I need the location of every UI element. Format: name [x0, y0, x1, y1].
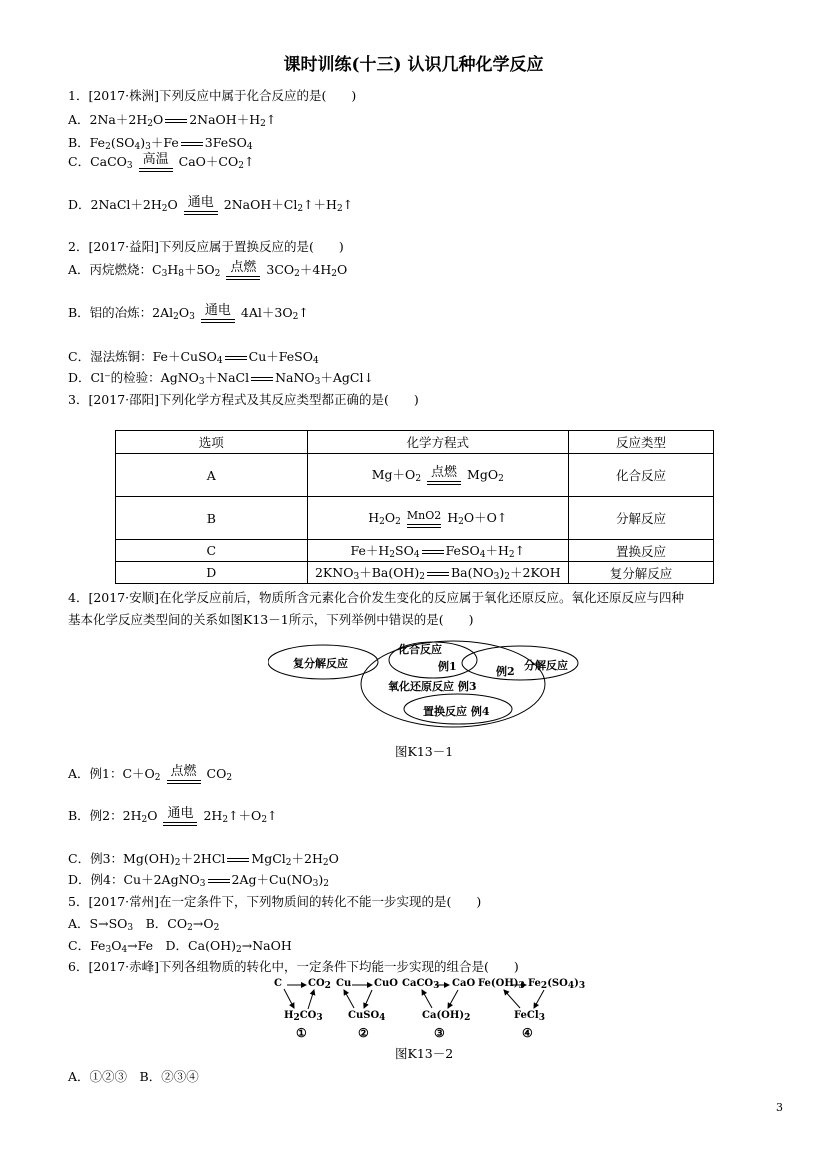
formula: $CO_2$: [308, 978, 331, 991]
formula: $H_2CO_3$: [284, 1010, 323, 1023]
table-row: C $Fe+H_2SO_4$ $FeSO_4+H_2↑$ 置换反应: [116, 540, 714, 562]
group-number: ③: [434, 1026, 445, 1040]
formula: CuO: [374, 978, 398, 989]
q6-stem: 6．[2017·赤峰]下列各组物质的转化中，一定条件下均能一步实现的组合是( ): [68, 959, 519, 974]
formula: $Fe(OH)_3$: [478, 978, 525, 991]
q2-stem: 2．[2017·益阳]下列反应属于置换反应的是( ): [68, 239, 344, 254]
q1-option-b: B．$Fe_2(SO_4)_3+Fe$ 3FeSO$_4$: [68, 135, 253, 152]
label-displacement: 置换反应 例4: [423, 705, 490, 718]
table-header: 化学方程式: [307, 431, 568, 454]
formula: $Ca(OH)_2$: [422, 1010, 471, 1023]
q1-option-c: C．CaCO$_3$ 高温 $CaO+CO_2↑$: [68, 152, 255, 171]
formula: CuSO$_4$: [348, 1010, 386, 1023]
table-header: 反应类型: [569, 431, 714, 454]
table-row: B $H_2O_2$ MnO2 $H_2O+O↑$ 分解反应: [116, 497, 714, 540]
q5-options-ab: A．$S\to SO_3$ B．$CO_2\to O_2$: [68, 916, 220, 933]
label-combination: 化合反应: [398, 643, 442, 656]
q4-stem-line1: 4．[2017·安顺]在化学反应前后，物质所含元素化合价发生变化的反应属于氧化还原反应。氧化还原反应与四种: [68, 590, 684, 605]
formula: FeCl$_3$: [514, 1010, 545, 1023]
formula: CaO: [452, 978, 476, 989]
group-number: ④: [522, 1026, 533, 1040]
q1-option-d: D．$2NaCl+2H_2O$ 通电 $2NaOH+Cl_2↑+H_2↑$: [68, 195, 354, 214]
q1-stem: 1．[2017·株洲]下列反应中属于化合反应的是( ): [68, 88, 357, 103]
label-redox: 氧化还原反应 例3: [388, 680, 477, 693]
q3-table: [115, 430, 714, 584]
q1-option-a: A．$2Na+2H_2O$ $2NaOH+H_2↑$: [68, 112, 277, 129]
q5-stem: 5．[2017·常州]在一定条件下，下列物质间的转化不能一步实现的是( ): [68, 894, 482, 909]
q2-option-a: A．丙烷燃烧：$C_3H_8+5O_2$ 点燃 $3CO_2+4H_2O$: [68, 260, 348, 279]
formula: $Fe_2(SO_4)_3$: [528, 978, 586, 991]
q4-option-a: A．例1：$C+O_2$ 点燃 $CO_2$: [68, 764, 233, 783]
conversion-diagram: [272, 975, 592, 1043]
q5-options-cd: C．$Fe_3O_4\to Fe$ D．$Ca(OH)_2\to NaOH$: [68, 938, 292, 955]
q2-option-b: B．铝的冶炼：$2Al_2O_3$ 通电 $4Al+3O_2↑$: [68, 303, 309, 322]
page-number: 3: [776, 1101, 783, 1114]
figure-caption-k13-1: 图K13－1: [395, 744, 454, 759]
table-header: 选项: [116, 431, 308, 454]
q4-option-b: B．例2：$2H_2O$ 通电 $2H_2↑+O_2↑$: [68, 806, 278, 825]
label-double-decomposition: 复分解反应: [293, 657, 348, 670]
group-number: ②: [358, 1026, 369, 1040]
formula: Cu: [336, 978, 352, 989]
group-number: ①: [296, 1026, 307, 1040]
q4-option-c: C．例3：$Mg(OH)_2+2HCl$ $MgCl_2+2H_2O$: [68, 851, 339, 868]
table-row: A $Mg+O_2$ 点燃 MgO$_2$ 化合反应: [116, 454, 714, 497]
reaction-relationship-diagram: [268, 636, 588, 736]
table-row: D $2KNO_3+Ba(OH)_2$ $Ba(NO_3)_2+2KOH$ 复分解反应: [116, 562, 714, 584]
formula: CaCO$_3$: [402, 978, 440, 991]
page-title: 课时训练(十三) 认识几种化学反应: [283, 55, 544, 75]
label-decomposition: 分解反应: [524, 659, 568, 672]
q4-stem-line2: 基本化学反应类型间的关系如图K13－1所示，下列举例中错误的是( ): [68, 612, 474, 627]
figure-caption-k13-2: 图K13－2: [395, 1046, 454, 1061]
q2-option-d: D．Cl⁻的检验：AgNO$_3$＋NaCl NaNO$_3$＋AgCl↓: [68, 370, 374, 387]
formula: C: [274, 978, 282, 989]
q2-option-c: C．湿法炼铜：Fe＋CuSO$_4$ Cu＋FeSO$_4$: [68, 349, 319, 366]
label-example-1: 例1: [438, 660, 457, 673]
label-example-2: 例2: [496, 665, 515, 678]
q3-stem: 3．[2017·邵阳]下列化学方程式及其反应类型都正确的是( ): [68, 392, 419, 407]
q4-option-d: D．例4：Cu＋2AgNO$_3$ $2Ag+Cu(NO_3)_2$: [68, 872, 330, 889]
q6-options: A．①②③ B．②③④: [68, 1069, 199, 1084]
